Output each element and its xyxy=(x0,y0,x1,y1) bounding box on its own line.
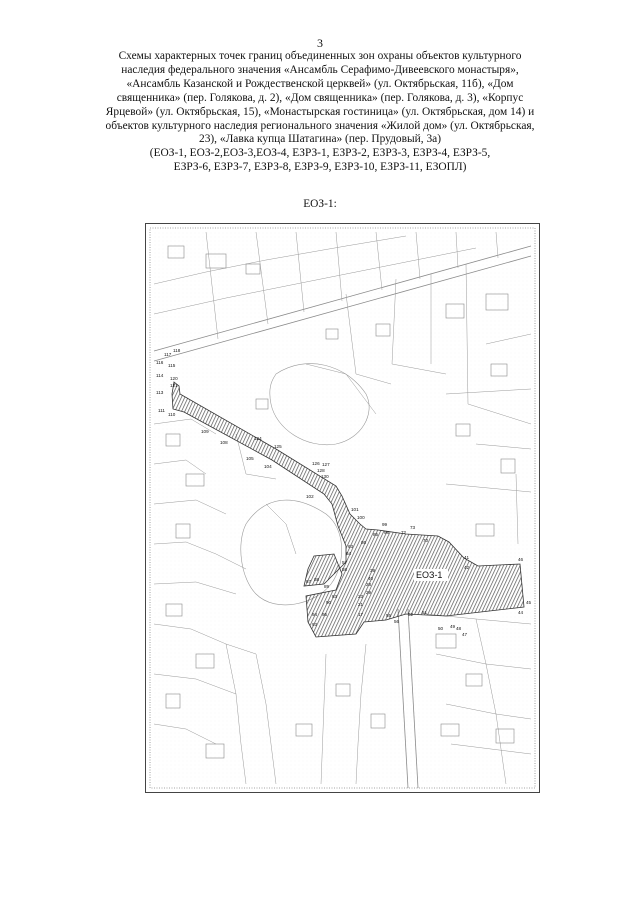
point-label: 29 xyxy=(366,590,372,595)
point-label: 109 xyxy=(201,429,209,434)
point-label: 95 xyxy=(322,612,328,617)
point-label: 83 xyxy=(332,594,338,599)
point-label: 100 xyxy=(357,515,365,520)
point-label: 56 xyxy=(394,619,400,624)
point-label: 55 xyxy=(386,613,392,618)
point-label: 125 xyxy=(274,444,282,449)
zone-map xyxy=(145,223,540,793)
point-label: 121 xyxy=(170,383,178,388)
point-label: 114 xyxy=(156,373,164,378)
title-line: (ЕОЗ-1, ЕОЗ-2,ЕОЗ-3,ЕОЗ-4, ЕЗРЗ-1, ЕЗРЗ-2, ЕЗРЗ-3, ЕЗРЗ-4, ЕЗРЗ-5, xyxy=(149,147,491,160)
point-label: 101 xyxy=(351,507,359,512)
section-label: ЕОЗ-1: xyxy=(303,198,337,210)
point-label: 115 xyxy=(168,363,176,368)
point-label: 28 xyxy=(366,582,372,587)
point-label: 116 xyxy=(156,360,164,365)
point-label: 45 xyxy=(526,600,532,605)
title-line: 23), «Лавка купца Шатагина» (пер. Прудовый, 3а) xyxy=(199,133,441,146)
point-label: 120 xyxy=(170,376,178,381)
point-label: 44 xyxy=(518,610,524,615)
map-drawing xyxy=(146,224,539,792)
title-line: объектов культурного наследия регионального значения «Жилой дом» (ул. Октябрьская, xyxy=(105,119,535,132)
point-label: 64 xyxy=(346,551,352,556)
point-label: 58 xyxy=(342,567,348,572)
point-label: 124 xyxy=(254,436,262,441)
point-label: 70 xyxy=(423,538,429,543)
point-label: 94 xyxy=(312,612,318,617)
point-label: 48 xyxy=(456,626,462,631)
point-label: 40 xyxy=(368,576,374,581)
point-label: 72 xyxy=(401,530,407,535)
point-label: 108 xyxy=(220,440,228,445)
point-label: 113 xyxy=(156,390,164,395)
point-label: 99 xyxy=(382,522,388,527)
point-label: 47 xyxy=(462,632,468,637)
point-label: 85 xyxy=(373,532,379,537)
title-line: священника» (пер. Голякова, д. 2), «Дом священника» (пер. Голякова, д. 3), «Корпус xyxy=(116,91,524,104)
title-line: наследия федерального значения «Ансамбль Серафимо-Дивеевского монастыря», xyxy=(121,63,519,76)
point-label: 90 xyxy=(326,600,332,605)
point-label: 93 xyxy=(312,622,318,627)
title-line: «Ансамбль Казанской и Рождественской церквей» (ул. Октябрьская, 11б), «Дом xyxy=(126,77,514,90)
point-label: 23 xyxy=(358,594,364,599)
title-line: ЕЗРЗ-6, ЕЗРЗ-7, ЕЗРЗ-8, ЕЗРЗ-9, ЕЗРЗ-10, ЕЗРЗ-11, ЕЗОПЛ) xyxy=(173,161,467,174)
point-label: 21 xyxy=(358,602,364,607)
title-line: Схемы характерных точек границ объединенных зон охраны объектов культурного xyxy=(118,50,522,62)
point-label: 126 xyxy=(312,461,320,466)
point-label: 51 xyxy=(422,610,428,615)
point-label: 104 xyxy=(264,464,272,469)
point-label: 118 xyxy=(173,348,181,353)
point-label: 63 xyxy=(348,544,354,549)
point-label: 105 xyxy=(246,456,254,461)
point-label: 46 xyxy=(518,557,524,562)
point-label: 49 xyxy=(450,624,456,629)
point-label: 87 xyxy=(306,579,312,584)
point-label: 57 xyxy=(342,560,348,565)
page-number: 3 xyxy=(317,36,323,50)
point-label: 86 xyxy=(361,540,367,545)
point-label: 128 xyxy=(317,468,325,473)
point-label: 52 xyxy=(408,612,414,617)
point-label: 127 xyxy=(322,462,330,467)
zone-label: ЕОЗ-1 xyxy=(416,570,443,580)
point-label: 110 xyxy=(168,412,176,417)
point-label: 39 xyxy=(370,568,376,573)
point-label: 98 xyxy=(384,530,390,535)
point-label: 89 xyxy=(324,584,330,589)
point-label: 88 xyxy=(314,577,320,582)
schema-title xyxy=(70,50,570,175)
point-label: 73 xyxy=(410,525,416,530)
point-label: 117 xyxy=(164,352,172,357)
point-label: 130 xyxy=(321,474,329,479)
point-label: 17 xyxy=(358,612,364,617)
point-label: 102 xyxy=(306,494,314,499)
point-label: 111 xyxy=(158,408,165,413)
point-label: 41 xyxy=(464,555,470,560)
point-label: 42 xyxy=(464,565,470,570)
point-label: 50 xyxy=(438,626,444,631)
title-line: Ярцевой» (ул. Октябрьская, 15), «Монастырская гостиница» (ул. Октябрьская, дом 14) и xyxy=(105,105,535,118)
